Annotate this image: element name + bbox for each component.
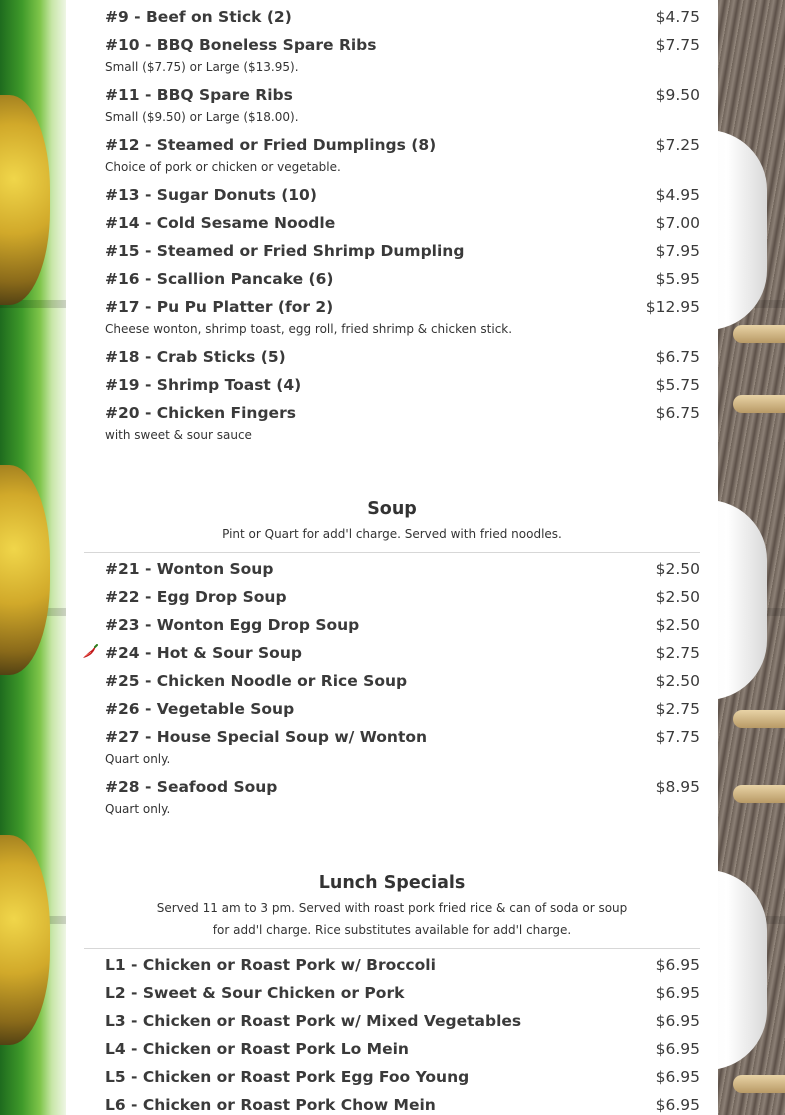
item-price: $6.95	[655, 1068, 700, 1086]
item-name: #13 - Sugar Donuts (10)	[105, 186, 317, 204]
lunch-section-note-line2: for add'l charge. Rice substitutes available for add'l charge.	[212, 923, 572, 937]
item-price: $5.75	[655, 376, 700, 394]
food-photo-decoration	[0, 95, 50, 305]
chopstick-decoration	[733, 325, 785, 343]
chopstick-decoration	[733, 710, 785, 728]
item-name: #14 - Cold Sesame Noodle	[105, 214, 336, 232]
bowl-decoration	[717, 500, 767, 700]
item-price: $6.75	[655, 348, 700, 366]
item-price: $6.95	[655, 1012, 700, 1030]
item-name: L1 - Chicken or Roast Pork w/ Broccoli	[105, 956, 436, 974]
food-photo-decoration	[0, 835, 50, 1045]
item-name: #24 - Hot & Sour Soup	[105, 644, 302, 662]
right-decorative-background	[717, 0, 785, 1115]
item-name: #28 - Seafood Soup	[105, 778, 278, 796]
item-price: $2.50	[655, 560, 700, 578]
chopstick-decoration	[733, 395, 785, 413]
item-price: $2.50	[655, 616, 700, 634]
section-divider	[84, 948, 700, 949]
item-name: L4 - Chicken or Roast Pork Lo Mein	[105, 1040, 409, 1058]
item-price: $2.50	[655, 672, 700, 690]
section-divider	[84, 552, 700, 553]
bowl-decoration	[717, 130, 767, 330]
item-price: $4.95	[655, 186, 700, 204]
item-price: $7.25	[655, 136, 700, 154]
item-price: $4.75	[655, 8, 700, 26]
item-name: #25 - Chicken Noodle or Rice Soup	[105, 672, 408, 690]
left-decorative-background	[0, 0, 66, 1115]
soup-section-note: Pint or Quart for add'l charge. Served with fried noodles.	[222, 527, 562, 541]
item-name: #26 - Vegetable Soup	[105, 700, 295, 718]
item-price: $5.95	[655, 270, 700, 288]
item-name: #22 - Egg Drop Soup	[105, 588, 287, 606]
item-price: $6.95	[655, 1040, 700, 1058]
item-name: L5 - Chicken or Roast Pork Egg Foo Young	[105, 1068, 470, 1086]
item-name: L6 - Chicken or Roast Pork Chow Mein	[105, 1096, 436, 1114]
bowl-decoration	[717, 870, 767, 1070]
item-description: Choice of pork or chicken or vegetable.	[105, 160, 341, 174]
food-photo-decoration	[0, 465, 50, 675]
item-price: $6.75	[655, 404, 700, 422]
item-description: Small ($9.50) or Large ($18.00).	[105, 110, 299, 124]
item-price: $12.95	[645, 298, 700, 316]
item-name: #11 - BBQ Spare Ribs	[105, 86, 293, 104]
lunch-section-title: Lunch Specials	[318, 873, 466, 893]
item-name: #10 - BBQ Boneless Spare Ribs	[105, 36, 377, 54]
item-price: $7.75	[655, 36, 700, 54]
item-description: Quart only.	[105, 802, 171, 816]
item-price: $2.75	[655, 644, 700, 662]
item-name: #12 - Steamed or Fried Dumplings (8)	[105, 136, 437, 154]
item-description: Cheese wonton, shrimp toast, egg roll, fried shrimp & chicken stick.	[105, 322, 513, 336]
item-price: $8.95	[655, 778, 700, 796]
lunch-section-note-line1: Served 11 am to 3 pm. Served with roast pork fried rice & can of soda or soup	[156, 901, 628, 915]
menu-panel	[66, 0, 718, 1115]
item-price: $9.50	[655, 86, 700, 104]
soup-section-title: Soup	[367, 499, 417, 519]
chopstick-decoration	[733, 1075, 785, 1093]
item-name: #20 - Chicken Fingers	[105, 404, 296, 422]
item-description: Quart only.	[105, 752, 171, 766]
item-price: $2.50	[655, 588, 700, 606]
item-price: $6.95	[655, 1096, 700, 1114]
item-price: $6.95	[655, 984, 700, 1002]
item-name: #27 - House Special Soup w/ Wonton	[105, 728, 428, 746]
chopstick-decoration	[733, 785, 785, 803]
item-name: #23 - Wonton Egg Drop Soup	[105, 616, 360, 634]
item-description: Small ($7.75) or Large ($13.95).	[105, 60, 299, 74]
item-price: $7.00	[655, 214, 700, 232]
item-name: L3 - Chicken or Roast Pork w/ Mixed Vegetables	[105, 1012, 522, 1030]
item-name: #17 - Pu Pu Platter (for 2)	[105, 298, 334, 316]
chili-pepper-icon	[82, 644, 98, 660]
item-price: $2.75	[655, 700, 700, 718]
item-price: $7.75	[655, 728, 700, 746]
item-name: #21 - Wonton Soup	[105, 560, 274, 578]
item-name: #18 - Crab Sticks (5)	[105, 348, 286, 366]
item-name: #16 - Scallion Pancake (6)	[105, 270, 334, 288]
item-name: #9 - Beef on Stick (2)	[105, 8, 292, 26]
item-price: $6.95	[655, 956, 700, 974]
item-name: #19 - Shrimp Toast (4)	[105, 376, 302, 394]
item-name: L2 - Sweet & Sour Chicken or Pork	[105, 984, 405, 1002]
item-name: #15 - Steamed or Fried Shrimp Dumpling	[105, 242, 465, 260]
item-price: $7.95	[655, 242, 700, 260]
item-description: with sweet & sour sauce	[105, 428, 252, 442]
